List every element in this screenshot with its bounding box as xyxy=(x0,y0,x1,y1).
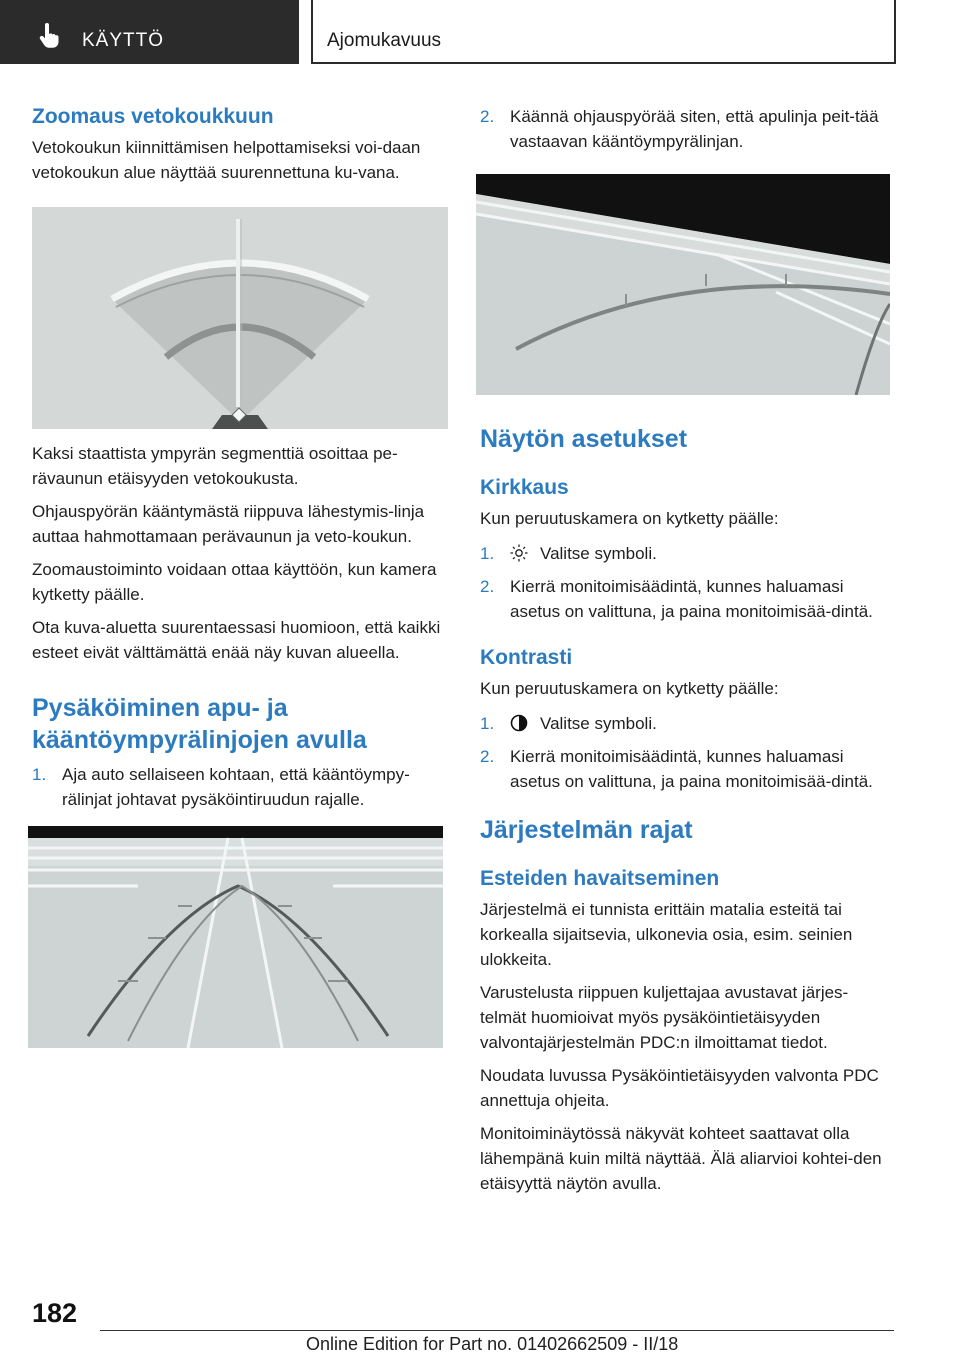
section-tab xyxy=(0,0,299,64)
zoom-activation-text: Zoomaustoiminto voidaan ottaa käyttöön, kun kamera kytketty päälle. xyxy=(32,560,437,604)
step-number: 1. xyxy=(480,544,495,563)
system-limits-heading: Järjestelmän rajat xyxy=(480,816,693,844)
obstacle-text-3: Noudata luvussa Pysäköintietäisyyden valvonta PDC annettuja ohjeita. xyxy=(480,1066,879,1110)
brightness-intro: Kun peruutuskamera on kytketty päälle: xyxy=(480,509,779,528)
list-item xyxy=(32,762,448,812)
obstacle-warning-text: Ota kuva-aluetta suurentaessasi huomioon, että kaikki esteet eivät välttämättä enää näy kuvan alueella. xyxy=(32,618,441,662)
obstacle-detection-heading: Esteiden havaitseminen xyxy=(480,867,720,890)
parking-heading xyxy=(32,692,448,756)
chapter-tab xyxy=(311,0,896,64)
tow-hook-zoom-illustration xyxy=(32,207,448,429)
step-number: 1. xyxy=(480,714,495,733)
parking-steps-cont xyxy=(480,104,892,154)
turning-lines-figure xyxy=(28,826,443,1048)
brightness-steps xyxy=(480,541,892,624)
obstacle-text-4: Monitoiminäytössä näkyvät kohteet saattavat olla lähempänä kuin miltä näyttää. Älä aliarvioi kohtei-den etäisyyttä näytön avulla. xyxy=(480,1124,882,1193)
step-number: 2. xyxy=(480,747,495,766)
contrast-heading: Kontrasti xyxy=(480,646,573,669)
segments-text: Kaksi staattista ympyrän segmenttiä osoittaa pe-rävaunun etäisyyden vetokoukusta. xyxy=(32,444,398,488)
obstacle-text-2: Varustelusta riippuen kuljettajaa avustavat järjes-telmät huomioivat myös pysäköintietäisyyden valvontajärjestelmän PDC:n ilmoittamat tiedot. xyxy=(480,983,849,1052)
left-column xyxy=(32,100,448,1048)
chapter-title: Ajomukavuus xyxy=(327,30,442,51)
right-column xyxy=(480,100,892,1196)
step-text: Aja auto sellaiseen kohtaan, että kääntöympy-rälinjat johtavat pysäköintiruudun rajalle. xyxy=(62,765,410,809)
list-item xyxy=(480,541,892,566)
approach-line-text: Ohjauspyörän kääntymästä riippuva lähestymis-linja auttaa hahmottamaan perävaunun ja veto-koukun. xyxy=(32,502,425,546)
display-settings-heading: Näytön asetukset xyxy=(480,425,688,453)
zoom-heading: Zoomaus vetokoukkuun xyxy=(32,105,274,128)
parking-heading-line2: kääntöympyrälinjojen avulla xyxy=(32,726,367,754)
step-text: Käännä ohjauspyörää siten, että apulinja peit-tää vastaavan kääntöympyrälinjan. xyxy=(510,107,879,151)
list-item xyxy=(480,711,892,736)
step-number: 1. xyxy=(32,765,47,784)
tow-hook-zoom-figure xyxy=(32,207,448,429)
helper-line-figure xyxy=(476,174,890,395)
step-text: Kierrä monitoimisäädintä, kunnes haluamasi asetus on valittuna, ja paina monitoimisää-dintä. xyxy=(510,577,873,621)
parking-steps xyxy=(32,762,448,812)
zoom-intro: Vetokoukun kiinnittämisen helpottamiseksi voi-daan vetokoukun alue näyttää suurennettuna ku-vana. xyxy=(32,138,421,182)
step-number: 2. xyxy=(480,107,495,126)
list-item xyxy=(480,574,892,624)
obstacle-text-1: Järjestelmä ei tunnista erittäin matalia esteitä tai korkealla sijaitsevia, ulkonevia osia, esim. seinien ulokkeita. xyxy=(480,900,853,969)
step-text: Kierrä monitoimisäädintä, kunnes haluamasi asetus on valittuna, ja paina monitoimisää-dintä. xyxy=(510,747,873,791)
parking-heading-line1: Pysäköiminen apu- ja xyxy=(32,694,288,722)
step-number: 2. xyxy=(480,577,495,596)
list-item xyxy=(480,744,892,794)
contrast-intro: Kun peruutuskamera on kytketty päälle: xyxy=(480,679,779,698)
contrast-steps xyxy=(480,711,892,794)
helper-line-illustration xyxy=(476,174,890,395)
page-number: 182 xyxy=(32,1298,78,1328)
edition-text: Online Edition for Part no. 01402662509 - II/18 xyxy=(306,1334,679,1354)
step-text: Valitse symboli. xyxy=(540,714,657,733)
brightness-icon xyxy=(510,544,528,562)
section-title: KÄYTTÖ xyxy=(82,30,165,51)
hand-pointer-icon xyxy=(36,22,64,50)
list-item xyxy=(480,104,892,154)
step-text: Valitse symboli. xyxy=(540,544,657,563)
footer-divider xyxy=(100,1330,894,1331)
contrast-icon xyxy=(510,714,528,732)
turning-lines-illustration xyxy=(28,826,443,1048)
brightness-heading: Kirkkaus xyxy=(480,476,569,499)
